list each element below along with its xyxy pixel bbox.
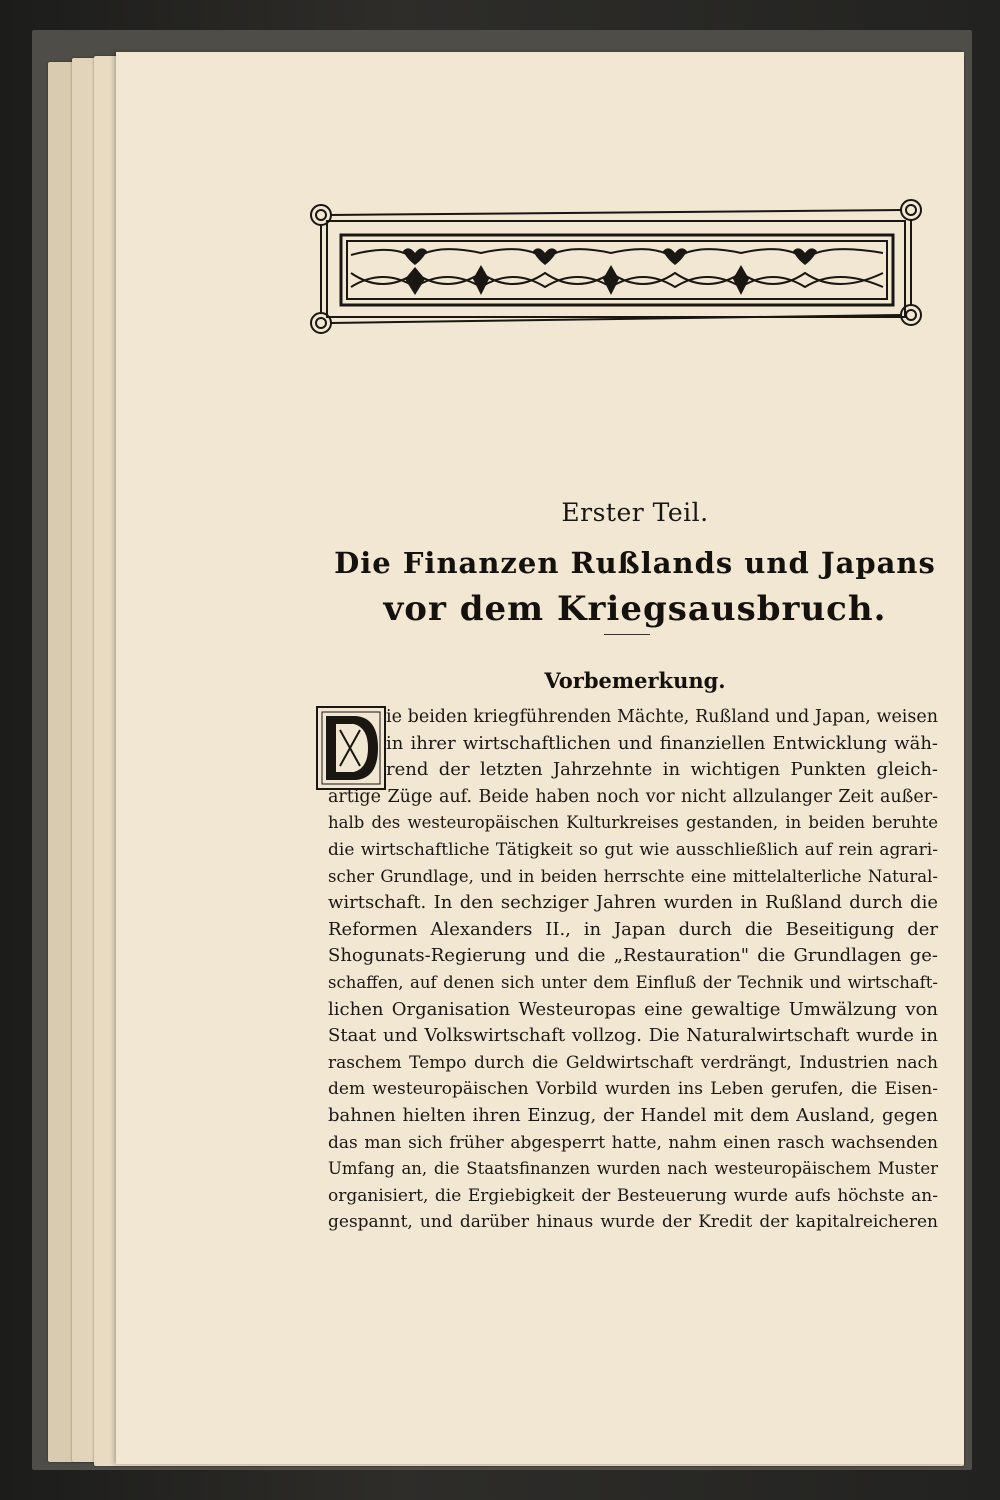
divider-rule: [604, 634, 650, 635]
text-line: rend der letzten Jahrzehnte in wichtigen Punkten gleich-: [386, 759, 938, 781]
text-line: lichen Organisation Westeuropas eine gewaltige Umwälzung von: [328, 998, 938, 1020]
text-line: bahnen hielten ihren Einzug, der Handel mit dem Ausland, gegen: [328, 1104, 938, 1126]
text-line: schaffen, auf denen sich unter dem Einfluß der Technik und wirtschaft-: [328, 972, 938, 992]
text-line: Staat und Volkswirtschaft vollzog. Die Naturalwirtschaft wurde in: [328, 1025, 938, 1047]
initial-letter-text: D: [350, 754, 352, 755]
text-line: gespannt, und darüber hinaus wurde der Kredit der kapitalreicheren: [328, 1212, 938, 1233]
body-paragraph: [328, 704, 938, 1236]
text-line: raschem Tempo durch die Geldwirtschaft verdrängt, Industrien nach: [328, 1052, 938, 1073]
text-line: artige Züge auf. Beide haben noch vor nicht allzulanger Zeit außer-: [328, 786, 938, 807]
text-line: Shogunats-Regierung und die „Restauration" die Grundlagen ge-: [328, 945, 938, 967]
chapter-title-line: vor dem Kriegsausbruch.: [383, 589, 887, 629]
text-line: Umfang an, die Staatsfinanzen wurden nach westeuropäischem Muster: [328, 1159, 938, 1179]
chapter-title-line: Die Finanzen Rußlands und Japans: [334, 546, 936, 580]
text-line: dem westeuropäischen Vorbild wurden ins Leben gerufen, die Eisen-: [328, 1079, 938, 1100]
text-line: ie beiden kriegführenden Mächte, Rußland und Japan, weisen: [386, 707, 938, 727]
text-line: das man sich früher abgesperrt hatte, nahm einen rasch wachsenden: [328, 1132, 938, 1153]
text-line: organisiert, die Ergiebigkeit der Besteuerung wurde aufs höchste an-: [328, 1185, 938, 1206]
decorative-header-ornament: [305, 195, 937, 345]
text-line: halb des westeuropäischen Kulturkreises gestanden, in beiden beruhte: [328, 813, 938, 833]
part-title: Erster Teil.: [561, 498, 709, 527]
text-line: scher Grundlage, und in beiden herrschte eine mittelalterliche Natural-: [328, 866, 938, 886]
chapter-title: [330, 540, 940, 632]
text-line: in ihrer wirtschaftlichen und finanziellen Entwicklung wäh-: [386, 732, 938, 754]
text-line: wirtschaft. In den sechziger Jahren wurden in Rußland durch die: [328, 892, 938, 914]
text-line: Reformen Alexanders II., in Japan durch die Beseitigung der: [328, 918, 938, 940]
section-title: Vorbemerkung.: [544, 668, 726, 693]
text-line: die wirtschaftliche Tätigkeit so gut wie ausschließlich auf rein agrari-: [328, 839, 938, 860]
